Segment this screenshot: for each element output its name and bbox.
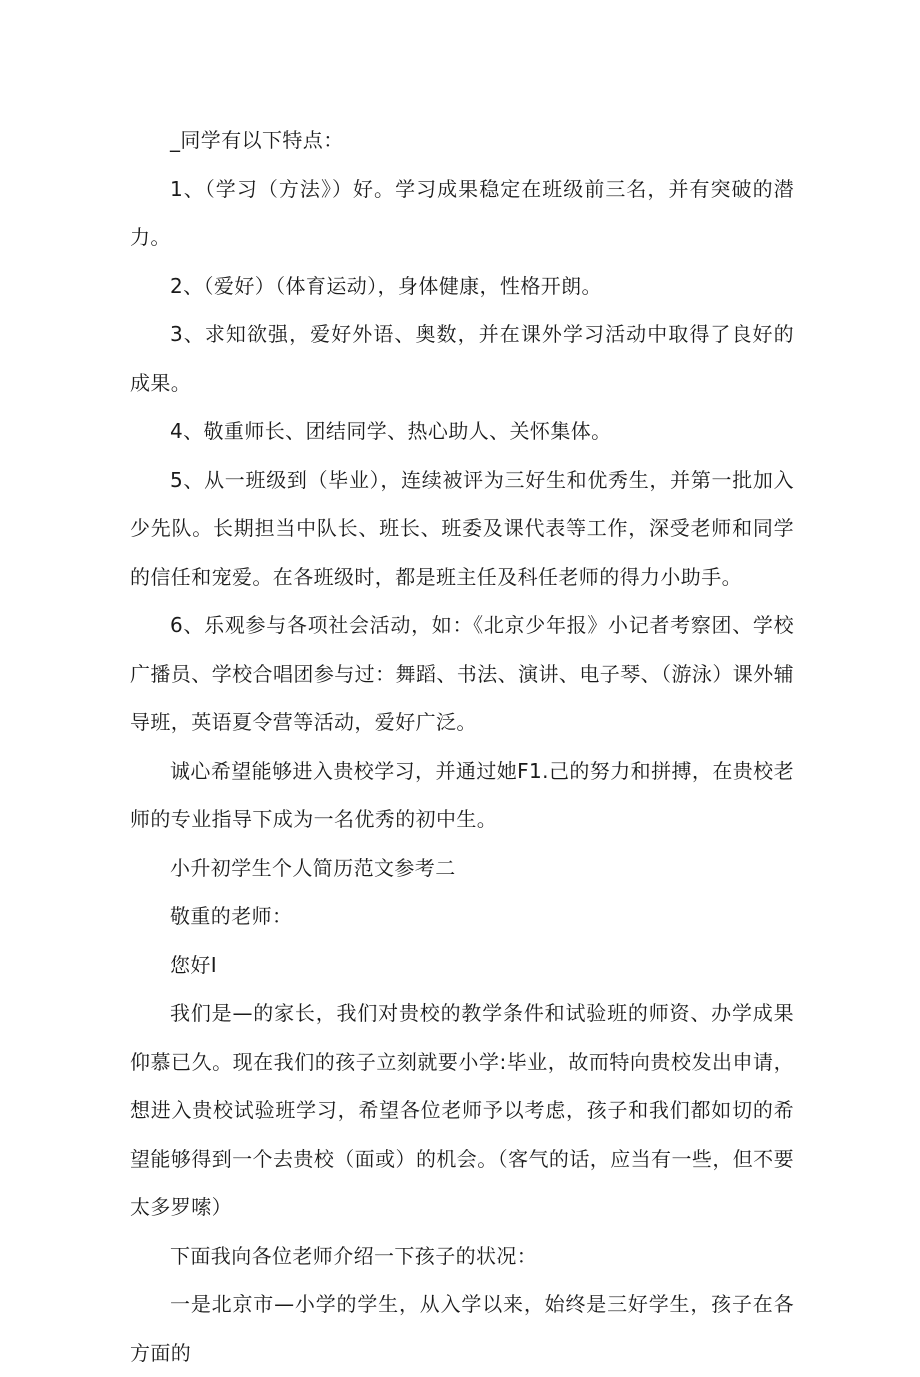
paragraph-intro: _同学有以下特点：: [170, 128, 344, 152]
paragraph-point-4: 4、敬重师长、团结同学、热心助人、关怀集体。: [170, 419, 612, 443]
paragraph-letter-body: 我们是—的家长，我们对贵校的教学条件和试验班的师资、办学成果仰慕已久。现在我们的孩子立刻就要小学:毕业，故而特向贵校发出申请，想进入贵校试验班学习，希望各位老师予以考虑，孩子和我们都如切的希望能够得到一个去贵校（面或）的机会。（客气的话，应当有一些，但不要太多罗嗦）: [130, 1001, 794, 1219]
paragraph-introduction: 下面我向各位老师介绍一下孩子的状况：: [170, 1243, 538, 1268]
paragraph-student-status: 一是北京市—小学的学生，从入学以来，始终是三好学生，孩子在各方面的: [130, 1292, 794, 1365]
paragraph-point-2: 2、（爱好）（体育运动），身体健康，性格开朗。: [170, 273, 602, 298]
paragraph-point-5: 5、从一班级到（毕业），连续被评为三好生和优秀生，并第一批加入少先队。长期担当中队长、班长、班委及课代表等工作，深受老师和同学的信任和宠爱。在各班级时，都是班主任及科任老师的得力小助手。: [130, 467, 794, 589]
salutation: 敬重的老师：: [170, 904, 293, 928]
section-heading: 小升初学生个人简历范文参考二: [170, 855, 456, 880]
paragraph-point-1: 1、（学习（方法》）好。学习成果稳定在班级前三名，并有突破的潜力。: [130, 176, 794, 249]
paragraph-point-3: 3、求知欲强，爱好外语、奥数，并在课外学习活动中取得了良好的成果。: [130, 322, 794, 395]
paragraph-closing: 诚心希望能够进入贵校学习，并通过她F1.己的努力和拼搏，在贵校老师的专业指导下成为一名优秀的初中生。: [130, 758, 794, 831]
paragraph-point-6: 6、乐观参与各项社会活动，如：《北京少年报》小记者考察团、学校广播员、学校合唱团参与过：舞蹈、书法、演讲、电子琴、（游泳）课外辅导班，英语夏令营等活动，爱好广泛。: [130, 613, 794, 734]
document-body: [130, 116, 794, 1377]
greeting: 您好I: [170, 952, 218, 977]
